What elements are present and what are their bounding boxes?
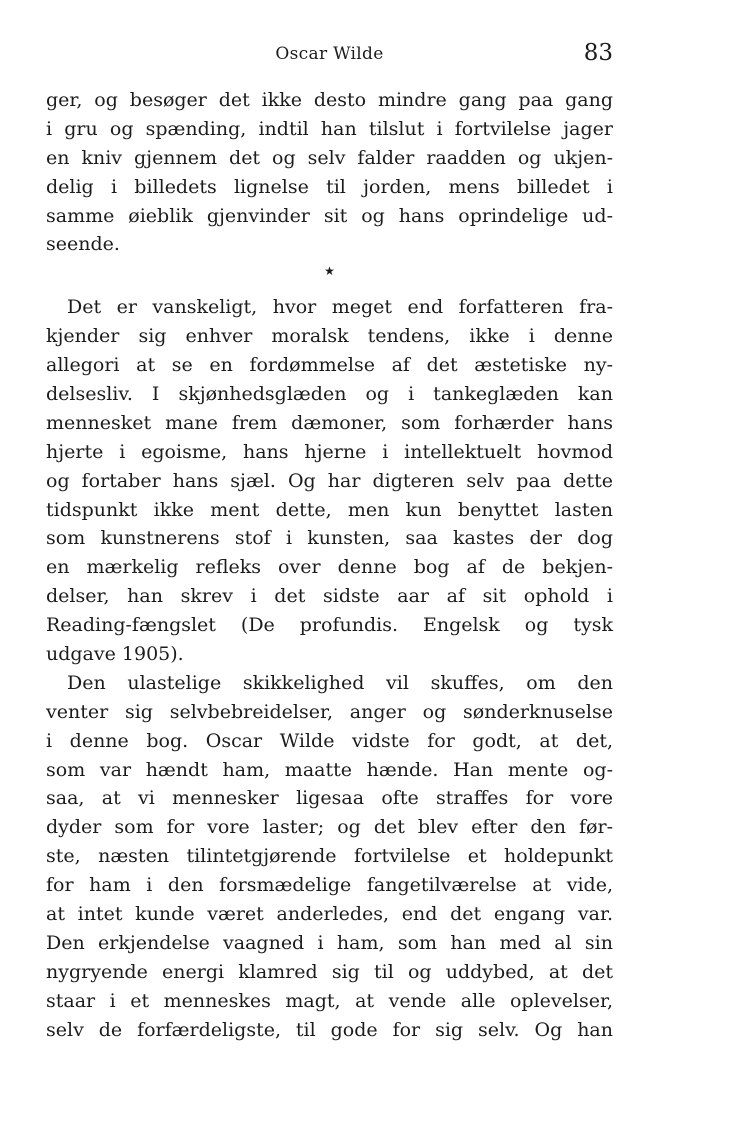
text-line: venter sig selvbebreidelser, anger og sønderknuselse (46, 700, 613, 723)
text-line: og fortaber hans sjæl. Og har digteren selv paa dette (46, 469, 613, 492)
text-line: delig i billedets lignelse til jorden, mens billedet i (46, 175, 613, 198)
star-separator-icon: ★ (324, 264, 335, 279)
text-line: i gru og spænding, indtil han tilslut i fortvilelse jager (46, 117, 613, 140)
text-line: Reading-fængslet (De profundis. Engelsk og tysk (46, 614, 613, 637)
text-line: dyder som for vore laster; og det blev efter den før- (46, 816, 613, 839)
text-line: delsesliv. I skjønhedsglæden og i tankeglæden kan (46, 383, 613, 406)
text-line: ger, og besøger det ikke desto mindre gang paa gang (46, 89, 613, 111)
paragraph-3 (46, 669, 613, 1045)
text-line: Det er vanskeligt, hvor meget end forfatteren fra- (67, 296, 613, 319)
text-line: Den erkjendelse vaagned i ham, som han med al sin (46, 931, 613, 954)
separator-spacing (46, 283, 613, 293)
text-line: selv de forfærdeligste, til gode for sig selv. Og han (46, 1018, 613, 1041)
running-title: Oscar Wilde (275, 44, 384, 64)
text-line: i denne bog. Oscar Wilde vidste for godt, at det, (46, 729, 613, 752)
text-line: en mærkelig refleks over denne bog af de bekjen- (46, 556, 613, 579)
text-line: en kniv gjennem det og selv falder raadden og ukjen- (46, 146, 613, 169)
text-line: saa, at vi mennesker ligesaa ofte straffes for vore (46, 787, 613, 810)
text-line: at intet kunde været anderledes, end det engang var. (46, 903, 613, 926)
text-line: mennesket mane frem dæmoner, som forhærder hans (46, 411, 613, 434)
page-number: 83 (583, 40, 613, 66)
text-line: som kunstnerens stof i kunsten, saa kastes der dog (46, 527, 613, 550)
text-line: Den ulastelige skikkelighed vil skuffes, om den (67, 671, 613, 694)
paragraph-2 (46, 293, 613, 669)
body-text (46, 86, 613, 1045)
text-line: hjerte i egoisme, hans hjerne i intellektuelt hovmod (46, 440, 613, 463)
text-line: for ham i den forsmædelige fangetilværelse at vide, (46, 874, 613, 897)
text-line: udgave 1905). (46, 643, 184, 666)
running-head (46, 38, 613, 70)
text-line: delser, han skrev i det sidste aar af sit ophold i (46, 585, 613, 608)
text-line: som var hændt ham, maatte hænde. Han mente og- (46, 758, 613, 781)
text-line: seende. (46, 233, 120, 256)
text-line: allegori at se en fordømmelse af det æstetiske ny- (46, 354, 613, 377)
text-line: staar i et menneskes magt, at vende alle oplevelser, (46, 989, 613, 1012)
text-line: tidspunkt ikke ment dette, men kun benyttet lasten (46, 498, 613, 521)
text-line: ste, næsten tilintetgjørende fortvilelse et holdepunkt (46, 845, 613, 868)
paragraph-1 (46, 86, 613, 259)
text-line: nygryende energi klamred sig til og uddybed, at det (46, 960, 613, 983)
text-line: samme øieblik gjenvinder sit og hans oprindelige ud- (46, 204, 613, 227)
text-line: kjender sig enhver moralsk tendens, ikke i denne (46, 325, 613, 348)
